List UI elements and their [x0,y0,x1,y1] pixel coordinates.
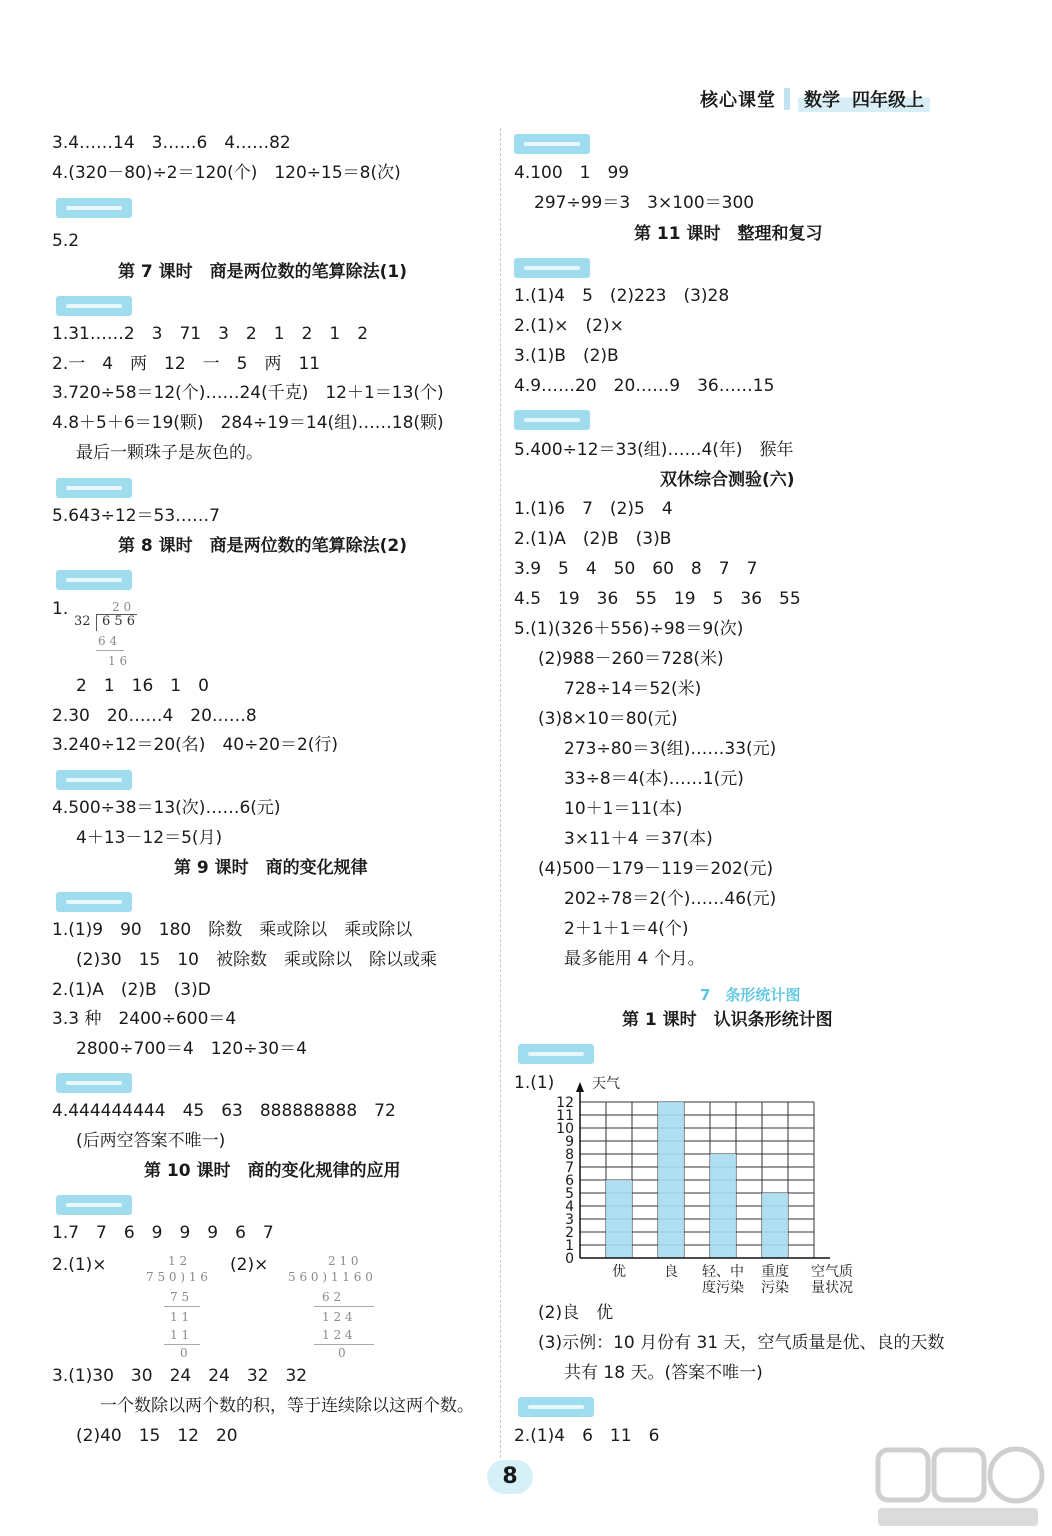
watermark-logo-icon [870,1440,1048,1532]
answer-line: (2)30 15 10 被除数 乘或除以 除以或乘 [76,950,437,970]
calc-rule [314,1344,374,1345]
answer-line: 2.(1)4 6 11 6 [514,1426,660,1446]
answer-line: 1.(1)6 7 (2)5 4 [514,499,673,519]
answer-line: 1.(1)4 5 (2)223 (3)28 [514,286,730,306]
section-tag [56,198,132,218]
section-tag [518,1044,594,1064]
answer-line: 共有 18 天。(答案不唯一) [564,1363,763,1383]
y-tick-label: 6 [565,1173,574,1189]
answer-line: (2)× [230,1255,269,1275]
answer-line: 1.(1)9 90 180 除数 乘或除以 乘或除以 [52,920,413,940]
y-tick-label: 2 [565,1225,574,1241]
bar [606,1180,632,1258]
x-tick-label: 重度 [761,1264,789,1280]
answer-line: 2.(1)A (2)B (3)B [514,529,672,549]
answer-line: (2)988－260＝728(米) [538,649,724,669]
answer-line: 5.2 [52,231,80,251]
answer-line: 4.9……20 20……9 36……15 [514,376,775,396]
answer-line: (3)8×10＝80(元) [538,709,678,729]
section-tag [56,892,132,912]
section-tag [56,570,132,590]
section-tag [514,258,590,278]
section-tag [514,410,590,430]
answer-line: (4)500－179－119＝202(元) [538,859,774,879]
book-brand: 核心课堂 [700,90,776,111]
answer-line: 3×11＋4 ＝37(本) [564,829,713,849]
vertical-calculation [146,1254,216,1362]
y-axis-label: 天气 [592,1076,620,1092]
calc-step: 1 2 4 [322,1310,353,1324]
answer-line: 1.(1) [514,1073,555,1093]
section-tag [56,296,132,316]
y-axis-arrow [576,1082,584,1092]
answer-line: 3.4……14 3……6 4……82 [52,133,291,153]
division-rule [96,650,124,651]
y-tick-label: 5 [565,1186,574,1202]
answer-line: 202÷78＝2(个)……46(元) [564,889,777,909]
division-step: 6 4 [98,634,118,648]
section-tag [56,1073,132,1093]
answer-line: 1.31……2 3 71 3 2 1 2 1 2 [52,324,369,344]
answer-line: 3.9 5 4 50 60 8 7 7 [514,559,758,579]
division-step: 1 6 [108,654,128,668]
answer-line: 3.(1)30 30 24 24 32 32 [52,1366,308,1386]
answer-line: 2.(1)× (2)× [514,316,624,336]
answer-line: 4.100 1 99 [514,163,630,183]
answer-line: 2.一 4 两 12 一 5 两 11 [52,354,321,374]
x-tick-label: 污染 [761,1280,789,1296]
answer-line: (后两空答案不唯一) [76,1131,226,1151]
y-tick-label: 11 [556,1108,574,1124]
bar-chart [548,1072,888,1300]
calc-step: 1 2 4 [322,1328,353,1342]
lesson-title: 第 11 课时 整理和复习 [634,224,823,244]
answer-line: 4.5 19 36 55 19 5 36 55 [514,589,801,609]
unit-heading: 7 条形统计图 [700,986,801,1004]
section-tag [56,770,132,790]
calc-remainder: 0 [180,1346,188,1360]
calc-quotient: 1 2 [168,1254,188,1268]
answer-line: 2800÷700＝4 120÷30＝4 [76,1039,307,1059]
lesson-title: 第 8 课时 商是两位数的笔算除法(2) [118,536,408,556]
x-tick-label: 轻、中 [702,1264,744,1280]
calc-rule [164,1306,200,1307]
page-header [700,84,930,114]
division-quotient: 2 0 [112,600,132,614]
answer-line: 10＋1＝11(本) [564,799,683,819]
answer-line: 273÷80＝3(组)……33(元) [564,739,777,759]
answer-line: 3.240÷12＝20(名) 40÷20＝2(行) [52,735,339,755]
x-tick-label: 良 [664,1264,678,1280]
answer-line: 2.(1)A (2)B (3)D [52,980,211,1000]
answer-line: 3.720÷58＝12(个)……24(千克) 12＋1＝13(个) [52,383,444,403]
bar [658,1102,684,1258]
lesson-title: 第 7 课时 商是两位数的笔算除法(1) [118,262,408,282]
division-divisor: 32 [74,614,91,629]
answer-line: 4.444444444 45 63 888888888 72 [52,1101,396,1121]
y-tick-label: 4 [565,1199,574,1215]
header-divider [784,88,790,110]
calc-rule [314,1306,374,1307]
page-number: 8 [487,1460,533,1494]
y-tick-label: 0 [565,1251,574,1267]
calc-step: 1 1 [170,1310,190,1324]
answer-line: (2)40 15 12 20 [76,1426,238,1446]
y-tick-label: 1 [565,1238,574,1254]
vertical-calculation [288,1254,388,1362]
division-dividend: 6 5 6 [102,614,136,629]
answer-line: (2)良 优 [538,1303,614,1323]
answer-line: 5.(1)(326＋556)÷98＝9(次) [514,619,744,639]
x-tick-label: 度污染 [702,1280,744,1296]
answer-line: 2 1 16 1 0 [76,676,209,696]
x-axis-label: 空气质 [811,1264,853,1280]
answer-line: 2.30 20……4 20……8 [52,706,257,726]
answer-line: 1. [52,599,69,619]
bar [762,1193,788,1258]
answer-line: 2＋1＋1＝4(个) [564,919,689,939]
section-tag [56,1195,132,1215]
answer-line: (3)示例：10 月份有 31 天，空气质量是优、良的天数 [538,1333,945,1353]
section-tag [518,1397,594,1417]
answer-line: 2.(1)× [52,1255,107,1275]
answer-line: 1.7 7 6 9 9 9 6 7 [52,1223,274,1243]
answer-line: 4.(320－80)÷2＝120(个) 120÷15＝8(次) [52,163,401,183]
section-tag [514,134,590,154]
answer-line: 一个数除以两个数的积，等于连续除以这两个数。 [100,1396,474,1416]
y-tick-label: 3 [565,1212,574,1228]
calc-step: 6 2 [322,1290,342,1304]
subject-label: 数学 [798,86,846,112]
y-tick-label: 8 [565,1147,574,1163]
y-tick-label: 9 [565,1134,574,1150]
lesson-title: 第 10 课时 商的变化规律的应用 [144,1161,401,1181]
column-divider [500,128,501,1458]
calc-division: 5 6 0 ) 1 1 6 0 [288,1270,373,1284]
lesson-title: 第 1 课时 认识条形统计图 [622,1010,833,1030]
grade-label: 四年级上 [846,86,930,112]
answer-line: 297÷99＝3 3×100＝300 [534,193,755,213]
calc-step: 1 1 [170,1328,190,1342]
answer-line: 最多能用 4 个月。 [564,949,705,969]
y-tick-label: 12 [556,1095,574,1111]
answer-line: 4.500÷38＝13(次)……6(元) [52,798,281,818]
y-tick-label: 10 [556,1121,574,1137]
x-axis-label: 量状况 [811,1280,853,1296]
calc-quotient: 2 1 0 [328,1254,359,1268]
answer-line: 4＋13－12＝5(月) [76,828,223,848]
x-tick-label: 优 [612,1264,626,1280]
long-division-figure [74,600,144,670]
calc-remainder: 0 [338,1346,346,1360]
answer-line: 最后一颗珠子是灰色的。 [76,443,263,463]
answer-line: 3.(1)B (2)B [514,346,619,366]
answer-line: 5.643÷12＝53……7 [52,506,220,526]
lesson-title: 第 9 课时 商的变化规律 [174,858,368,878]
calc-rule [164,1344,200,1345]
answer-line: 5.400÷12＝33(组)……4(年) 猴年 [514,440,794,460]
lesson-title: 双休综合测验(六) [660,470,795,490]
section-tag [56,478,132,498]
y-tick-label: 7 [565,1160,574,1176]
calc-division: 7 5 0 ) 1 6 [146,1270,208,1284]
answer-line: 3.3 种 2400÷600＝4 [52,1009,237,1029]
answer-line: 33÷8＝4(本)……1(元) [564,769,744,789]
bar [710,1154,736,1258]
calc-step: 7 5 [170,1290,190,1304]
answer-line: 728÷14＝52(米) [564,679,702,699]
answer-line: 4.8＋5＋6＝19(颗) 284÷19＝14(组)……18(颗) [52,413,444,433]
